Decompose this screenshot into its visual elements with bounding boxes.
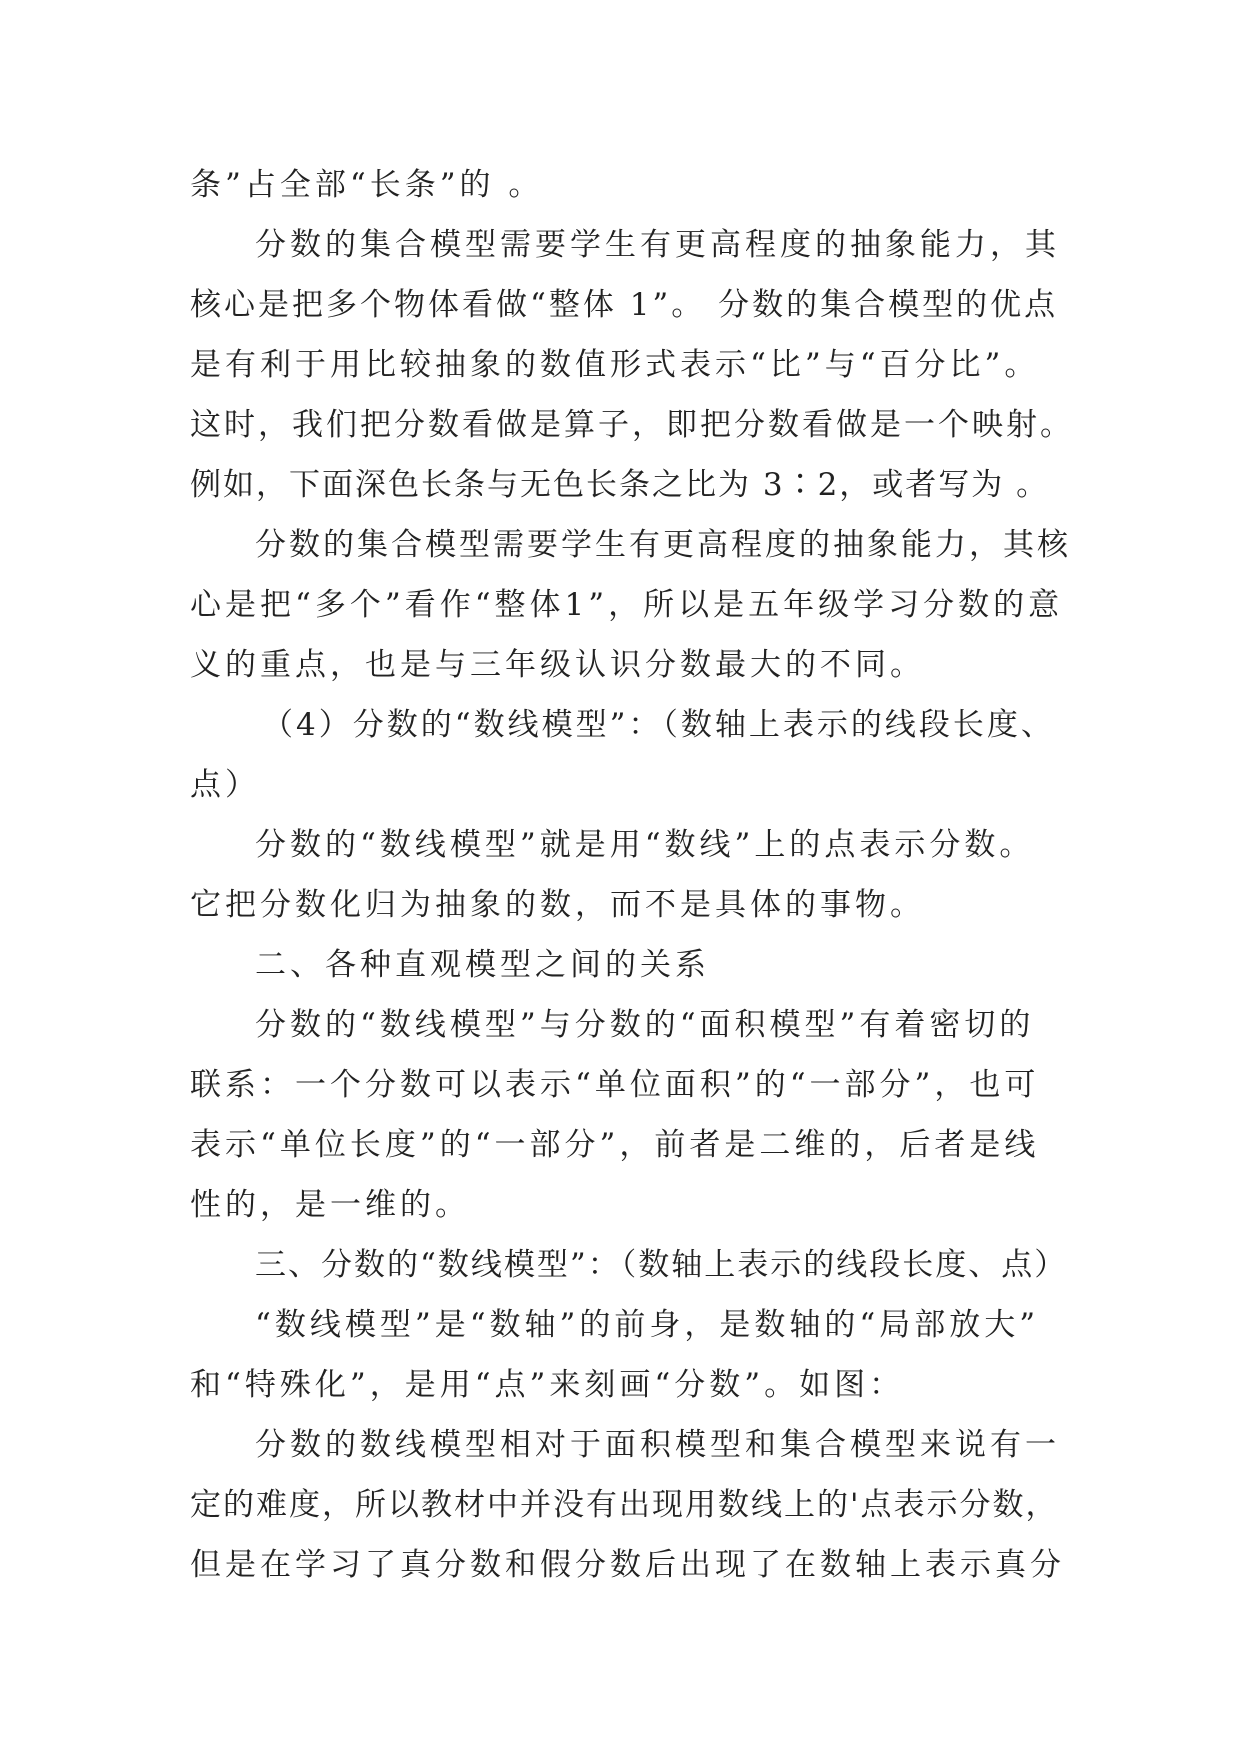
text-line: 核心是把多个物体看做“整体 1”。 分数的集合模型的优点 xyxy=(190,287,1059,323)
text-line: 分数的集合模型需要学生有更高程度的抽象能力，其核 xyxy=(255,527,1071,563)
text-line: 分数的集合模型需要学生有更高程度的抽象能力，其 xyxy=(255,227,1060,263)
text-line: 分数的“数线模型”与分数的“面积模型”有着密切的 xyxy=(255,1007,1035,1043)
text-line: 例如，下面深色长条与无色长条之比为 3∶2，或者写为 。 xyxy=(190,467,1050,503)
text-line: 点） xyxy=(190,767,260,803)
text-line: 它把分数化归为抽象的数，而不是具体的事物。 xyxy=(190,887,925,923)
text-line: 分数的数线模型相对于面积模型和集合模型来说有一 xyxy=(255,1427,1060,1463)
text-line: 是有利于用比较抽象的数值形式表示“比”与“百分比”。 xyxy=(190,347,1040,383)
section-heading: 三、分数的“数线模型”：（数轴上表示的线段长度、点） xyxy=(255,1247,1068,1283)
text-line: 义的重点，也是与三年级认识分数最大的不同。 xyxy=(190,647,925,683)
text-line: “数线模型”是“数轴”的前身，是数轴的“局部放大” xyxy=(255,1307,1040,1343)
text-line: 心是把“多个”看作“整体1”，所以是五年级学习分数的意 xyxy=(190,587,1064,623)
text-line: 条”占全部“长条”的 。 xyxy=(190,167,544,203)
text-line: 但是在学习了真分数和假分数后出现了在数轴上表示真分 xyxy=(190,1547,1065,1583)
text-line: 联系：一个分数可以表示“单位面积”的“一部分”，也可 xyxy=(190,1067,1040,1103)
text-line: 定的难度，所以教材中并没有出现用数线上的'点表示分数， xyxy=(190,1487,1059,1523)
text-line: 和“特殊化”，是用“点”来刻画“分数”。如图： xyxy=(190,1367,905,1403)
text-line: 性的，是一维的。 xyxy=(190,1187,470,1223)
text-line: 这时，我们把分数看做是算子，即把分数看做是一个映射。 xyxy=(190,407,1074,443)
text-line: 分数的“数线模型”就是用“数线”上的点表示分数。 xyxy=(255,827,1035,863)
text-line: （4）分数的“数线模型”：（数轴上表示的线段长度、 xyxy=(262,707,1055,743)
text-line: 表示“单位长度”的“一部分”，前者是二维的，后者是线 xyxy=(190,1127,1040,1163)
section-heading: 二、各种直观模型之间的关系 xyxy=(255,947,710,983)
